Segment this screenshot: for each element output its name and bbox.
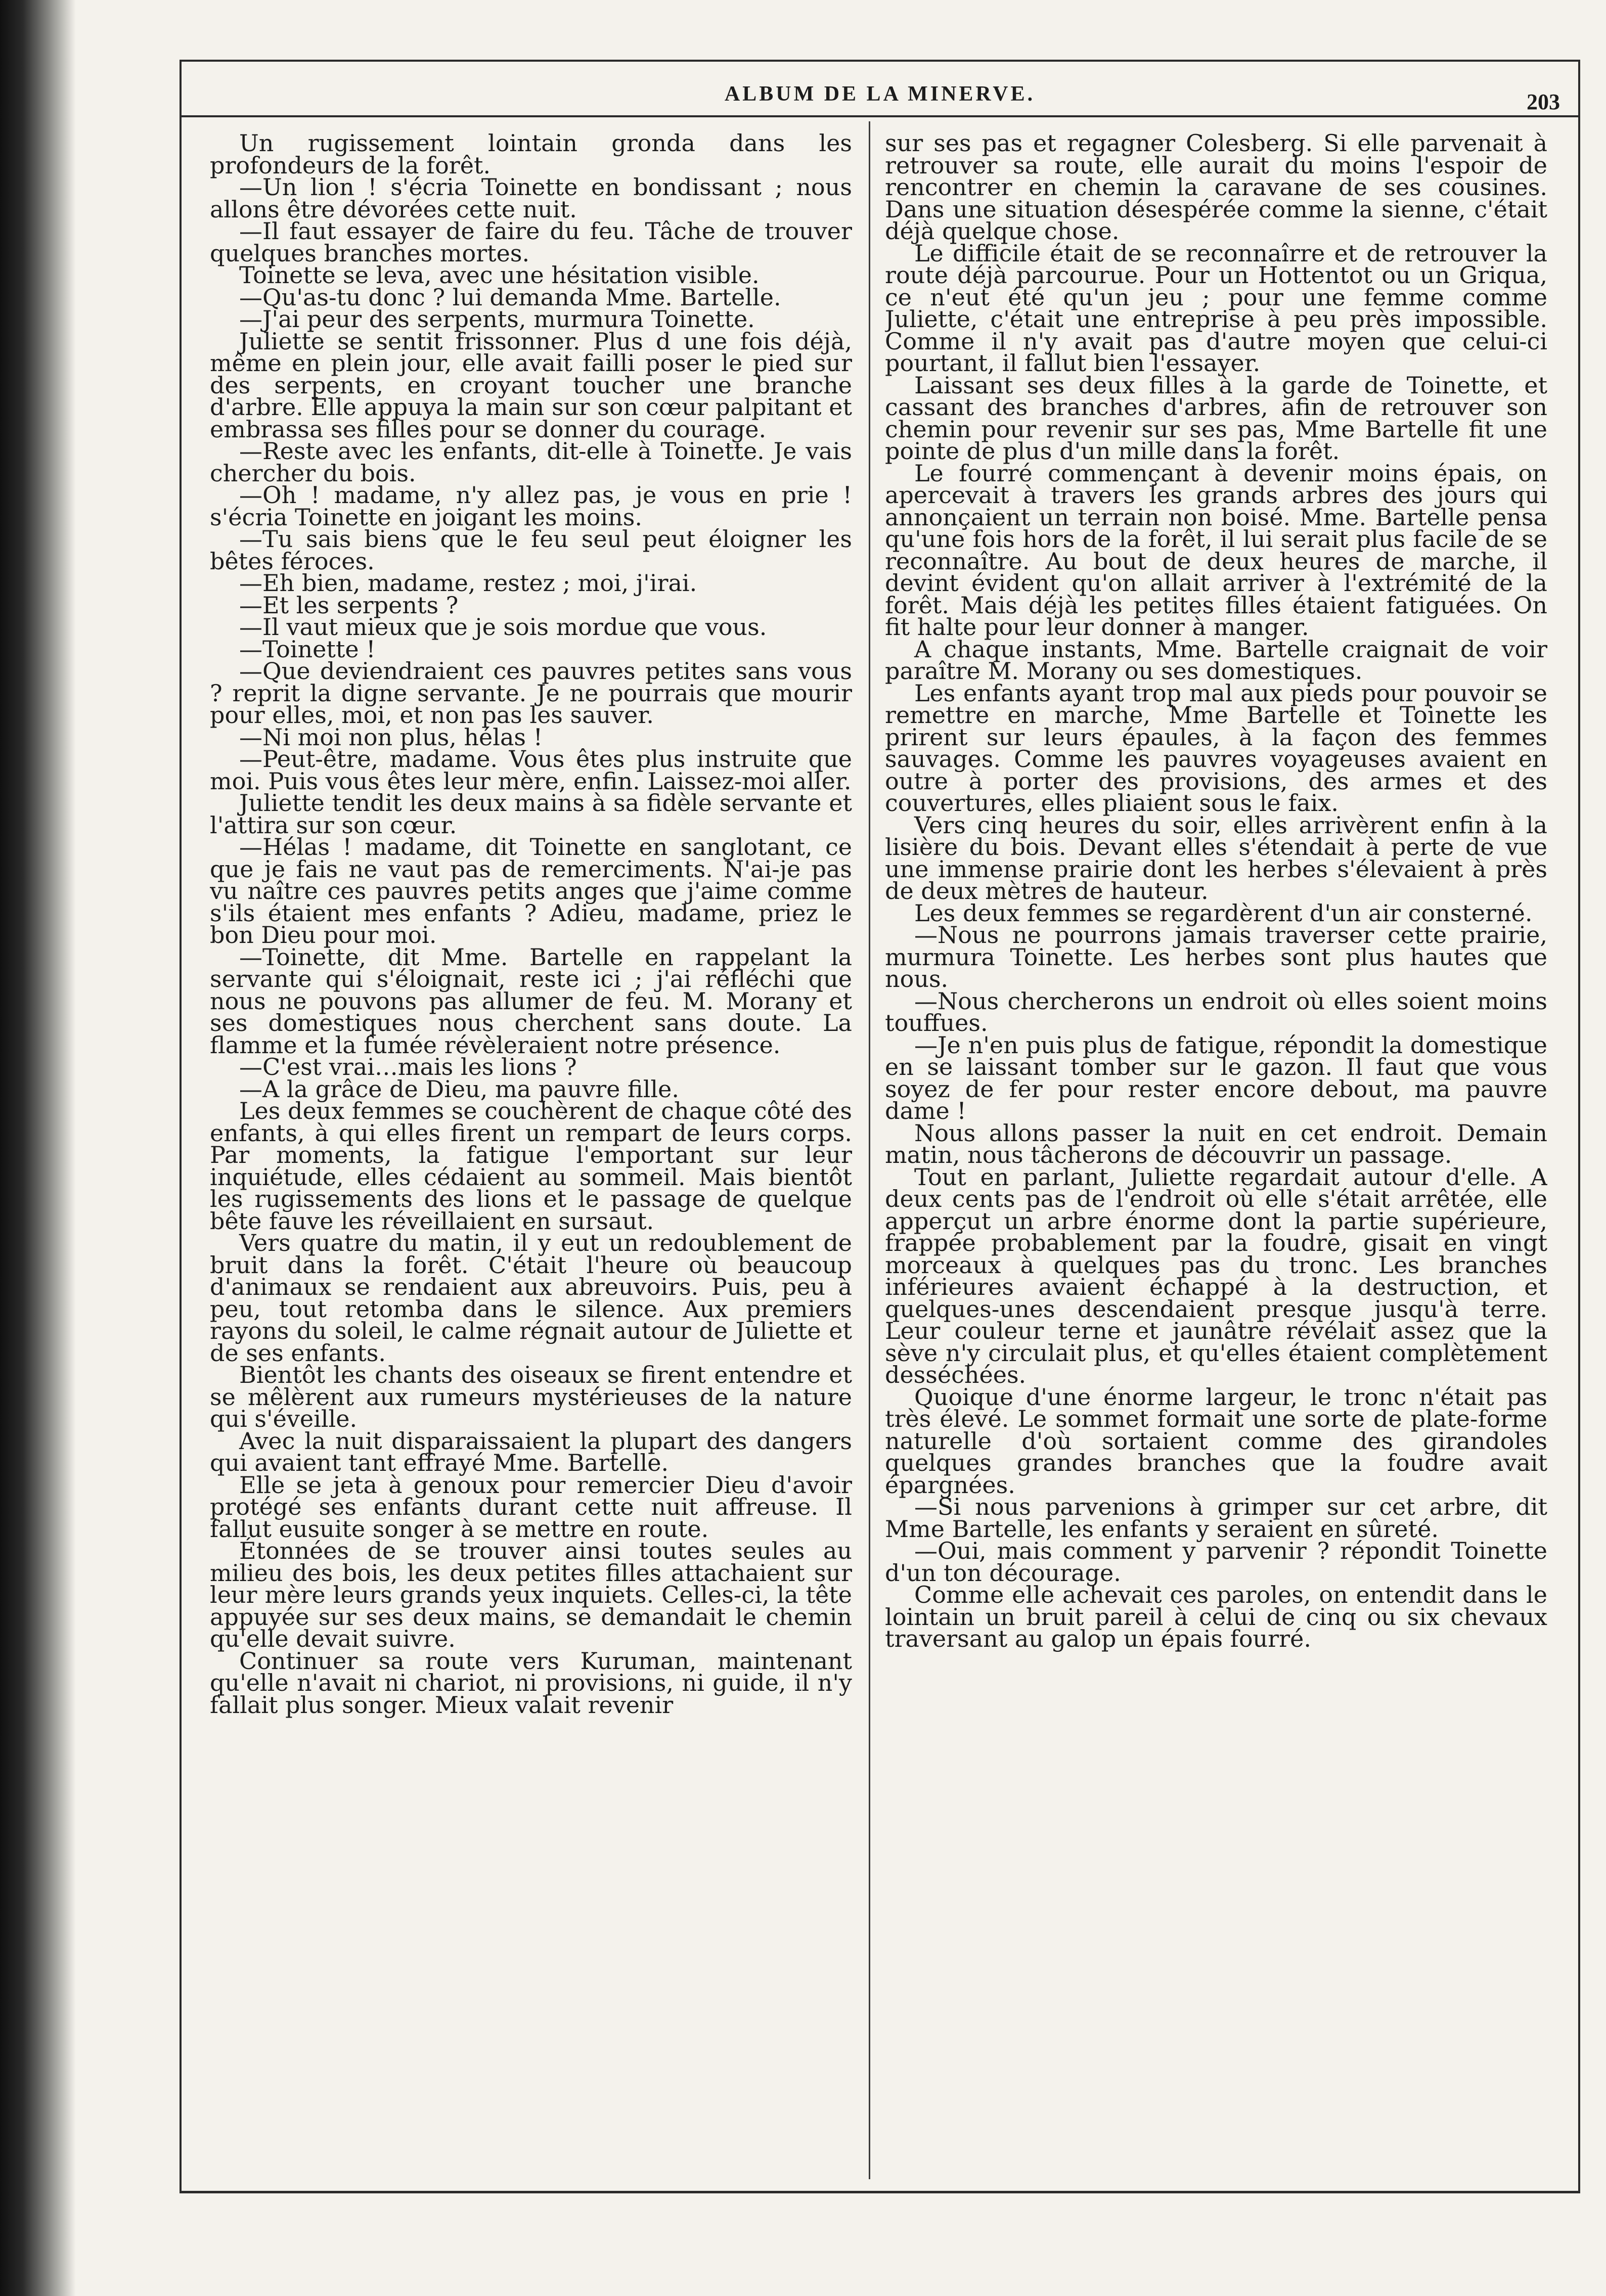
page-header xyxy=(180,75,1580,117)
paragraph: —Qu'as-tu donc ? lui demanda Mme. Bartelle. xyxy=(239,283,781,311)
paragraph: —Tu sais biens que le feu seul peut éloigner les bêtes féroces. xyxy=(210,525,852,575)
paragraph: Un rugissement lointain gronda dans les profondeurs de la forêt. xyxy=(210,132,852,179)
paragraph: —Toinette, dit Mme. Bartelle en rappelant la servante qui s'éloignait, reste ici ; j'ai réfléchi que nous ne pouvons pas allumer de feu. M. Morany et ses domestiques nous cherchent sans doute. La flamme et la fumée révèleraient notre présence. xyxy=(210,943,852,1059)
paragraph: —Et les serpents ? xyxy=(239,591,459,619)
paragraph: Nous allons passer la nuit en cet endroit. Demain matin, nous tâcherons de découvrir un passage. xyxy=(885,1119,1547,1168)
paragraph: —A la grâce de Dieu, ma pauvre fille. xyxy=(239,1075,679,1103)
paragraph: Toinette se leva, avec une hésitation visible. xyxy=(239,261,760,289)
paragraph: —Oh ! madame, n'y allez pas, je vous en prie ! s'écria Toinette en joigant les moins. xyxy=(210,481,852,531)
paragraph: Tout en parlant, Juliette regardait autour d'elle. A deux cents pas de l'endroit où elle s'était arrêtée, elle apperçut un arbre énorme dont la partie supérieure, frappée probablement par la foudre, gisait en vingt morceaux à quelques pas du tronc. Les branches inférieures avaient échappé à la destruction, et quelques-unes descendaient presque jusqu'à terre. Leur couleur terne et jaunâtre révélait assez que la sève n'y circulait plus, et qu'elles étaient complètement desséchées. xyxy=(885,1163,1547,1388)
paragraph: sur ses pas et regagner Colesberg. Si elle parvenait à retrouver sa route, elle aurait du moins l'espoir de rencontrer en chemin la caravane de ses cousines. Dans une situation désespérée comme la sienne, c'était déjà quelque chose. xyxy=(885,132,1547,245)
column-divider xyxy=(869,121,870,2179)
paragraph: —Si nous parvenions à grimper sur cet arbre, dit Mme Bartelle, les enfants y seraient en sûreté. xyxy=(885,1493,1547,1543)
paragraph: —Je n'en puis plus de fatigue, répondit la domestique en se laissant tomber sur le gazon. Il faut que vous soyez de fer pour rester encore debout, ma pauvre dame ! xyxy=(885,1031,1547,1124)
right-column xyxy=(885,132,1547,2170)
paragraph: —Que deviendraient ces pauvres petites sans vous ? reprit la digne servante. Je ne pourrais que mourir pour elles, moi, et non pas les sauver. xyxy=(210,657,852,729)
paragraph: Les deux femmes se couchèrent de chaque côté des enfants, à qui elles firent un rempart de leurs corps. Par moments, la fatigue l'emportant sur leur inquiétude, elles cédaient au sommeil. Mais bientôt les rugissements des lions et le passage de quelque bête fauve les réveillaient en sursaut. xyxy=(210,1097,852,1235)
paragraph: —Toinette ! xyxy=(239,635,376,663)
paragraph: Comme elle achevait ces paroles, on entendit dans le lointain un bruit pareil à celui de cinq ou six chevaux traversant au galop un épais fourré. xyxy=(885,1581,1547,1652)
page-number: 203 xyxy=(1527,89,1560,114)
paragraph: Les enfants ayant trop mal aux pieds pour pouvoir se remettre en marche, Mme Bartelle et Toinette les prirent sur leurs épaules, à la façon des femmes sauvages. Comme les pauvres voyageuses avaient en outre à porter des provisions, des armes et des couvertures, elles pliaient sous le faix. xyxy=(885,679,1547,817)
paragraph: —Un lion ! s'écria Toinette en bondissant ; nous allons être dévorées cette nuit. xyxy=(210,173,852,223)
paragraph: —Eh bien, madame, restez ; moi, j'irai. xyxy=(239,569,697,597)
paragraph: —Nous ne pourrons jamais traverser cette prairie, murmura Toinette. Les herbes sont plus hautes que nous. xyxy=(885,921,1547,993)
paragraph: —Oui, mais comment y parvenir ? répondit Toinette d'un ton décourage. xyxy=(885,1537,1547,1587)
paragraph: Avec la nuit disparaissaient la plupart des dangers qui avaient tant effrayé Mme. Bartelle. xyxy=(210,1427,852,1476)
paragraph: —Nous chercherons un endroit où elles soient moins touffues. xyxy=(885,987,1547,1037)
paragraph: —C'est vrai…mais les lions ? xyxy=(239,1053,577,1081)
paragraph: —Il faut essayer de faire du feu. Tâche de trouver quelques branches mortes. xyxy=(210,217,852,267)
paragraph: —J'ai peur des serpents, murmura Toinette. xyxy=(239,305,755,333)
paragraph: —Il vaut mieux que je sois mordue que vous. xyxy=(239,613,767,641)
paragraph: Vers quatre du matin, il y eut un redoublement de bruit dans la forêt. C'était l'heure où beaucoup d'animaux se rendaient aux abreuvoirs. Puis, peu à peu, tout retomba dans le silence. Aux premiers rayons du soleil, le calme régnait autour de Juliette et de ses enfants. xyxy=(210,1229,852,1367)
running-title: ALBUM DE LA MINERVE. xyxy=(724,82,1036,106)
paragraph: Laissant ses deux filles à la garde de Toinette, et cassant des branches d'arbres, afin de retrouver son chemin pour revenir sur ses pas, Mme Bartelle fit une pointe de plus d'un mille dans la forêt. xyxy=(885,371,1547,465)
paragraph: —Reste avec les enfants, dit-elle à Toinette. Je vais chercher du bois. xyxy=(210,437,852,487)
binding-shadow xyxy=(0,0,76,2296)
paragraph: Le fourré commençant à devenir moins épais, on apercevait à travers les grands arbres des jours qui annonçaient un terrain non boisé. Mme. Bartelle pensa qu'une fois hors de la forêt, il lui serait plus facile de se reconnaître. Au bout de deux heures de marche, il devint évident qu'on allait arriver à l'extrémité de la forêt. Mais déjà les petites filles étaient fatiguées. On fit halte pour leur donner à manger. xyxy=(885,459,1547,641)
paragraph: Juliette tendit les deux mains à sa fidèle servante et l'attira sur son cœur. xyxy=(210,789,852,839)
paragraph: Elle se jeta à genoux pour remercier Dieu d'avoir protégé ses enfants durant cette nuit affreuse. Il fallut eusuite songer à se mettre en route. xyxy=(210,1471,852,1543)
paragraph: —Hélas ! madame, dit Toinette en sanglotant, ce que je fais ne vaut pas de remerciments. N'ai-je pas vu naître ces pauvres petits anges que j'aime comme s'ils étaient mes enfants ? Adieu, madame, priez le bon Dieu pour moi. xyxy=(210,833,852,949)
paragraph: Les deux femmes se regardèrent d'un air consterné. xyxy=(914,899,1533,927)
paragraph: Vers cinq heures du soir, elles arrivèrent enfin à la lisière du bois. Devant elles s'étendait à perte de vue une immense prairie dont les herbes s'élevaient à près de deux mètres de hauteur. xyxy=(885,811,1547,905)
paragraph: A chaque instants, Mme. Bartelle craignait de voir paraître M. Morany ou ses domestiques. xyxy=(885,635,1547,685)
paragraph: Bientôt les chants des oiseaux se firent entendre et se mêlèrent aux rumeurs mystérieuses de la nature qui s'éveille. xyxy=(210,1361,852,1432)
paragraph: —Ni moi non plus, hélas ! xyxy=(239,723,543,751)
paragraph: Le difficile était de se reconnaîrre et de retrouver la route déjà parcourue. Pour un Hottentot ou un Griqua, ce n'eut été qu'un jeu ; pour une femme comme Juliette, c'était une entreprise à peu près impossible. Comme il n'y avait pas d'autre moyen que celui-ci pourtant, il fallut bien l'essayer. xyxy=(885,239,1547,377)
paragraph: Quoique d'une énorme largeur, le tronc n'était pas très élevé. Le sommet formait une sorte de plate-forme naturelle d'où sortaient comme des girandoles quelques grandes branches que la foudre avait épargnées. xyxy=(885,1383,1547,1499)
paragraph: Continuer sa route vers Kuruman, maintenant qu'elle n'avait ni chariot, ni provisions, ni guide, il n'y fallait plus songer. Mieux valait revenir xyxy=(210,1647,852,1719)
paragraph: Juliette se sentit frissonner. Plus d une fois déjà, même en plein jour, elle avait failli poser le pied sur des serpents, en croyant toucher une branche d'arbre. Elle appuya la main sur son cœur palpitant et embrassa ses filles pour se donner du courage. xyxy=(210,327,852,443)
left-column xyxy=(210,132,852,2170)
paragraph: Étonnées de se trouver ainsi toutes seules au milieu des bois, les deux petites filles attachaient sur leur mère leurs grands yeux inquiets. Celles-ci, la tête appuyée sur ses deux mains, se demandait le chemin qu'elle devait suivre. xyxy=(210,1537,852,1652)
paragraph: —Peut-être, madame. Vous êtes plus instruite que moi. Puis vous êtes leur mère, enfin. Laissez-moi aller. xyxy=(210,745,852,795)
